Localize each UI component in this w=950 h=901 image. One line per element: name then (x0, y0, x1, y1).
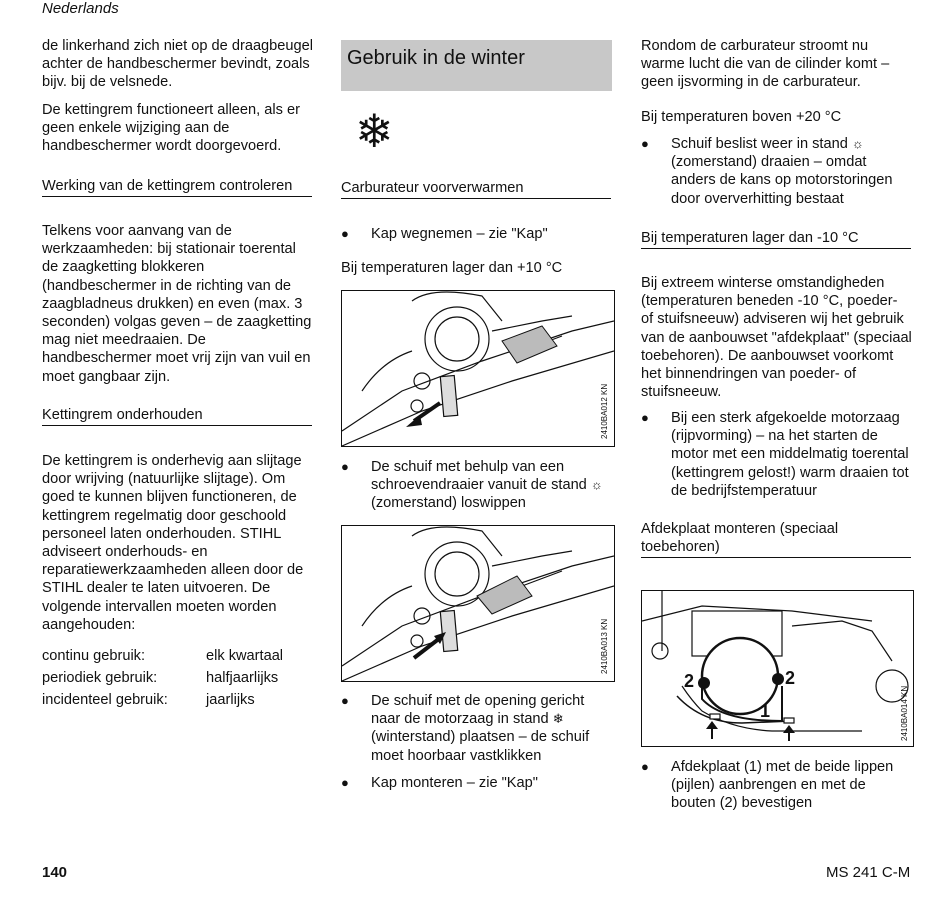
bullet-dot: ● (341, 226, 349, 241)
figure-3-code: 2410BA014 KN (900, 685, 909, 741)
col1-paragraph-1: de linkerhand zich niet op de draagbeugel achter de handbeschermer bevindt, zoals bijv. bij de velsnede. (42, 38, 313, 91)
figure-1-drawing (342, 291, 614, 446)
bullet-dot: ● (641, 410, 649, 425)
interval-label: periodiek gebruik: (42, 670, 158, 686)
heading-kettingrem-onderhouden: Kettingrem onderhouden (42, 406, 312, 426)
heading-kettingrem-controleren: Werking van de kettingrem controleren (42, 177, 312, 197)
bullet-dot: ● (341, 459, 349, 474)
fig3-label-2-left: 2 (684, 671, 695, 691)
heading-carburateur-voorverwarmen: Carburateur voorverwarmen (341, 179, 611, 199)
subheading-lager-dan-10: Bij temperaturen lager dan +10 °C (341, 260, 563, 276)
figure-1-code: 2410BA012 KN (600, 383, 609, 439)
figure-2-code: 2410BA013 KN (600, 618, 609, 674)
interval-row (42, 691, 314, 713)
bullet-dot: ● (641, 759, 649, 774)
bullet-text: Bij een sterk afgekoelde motorzaag (rijpvorming) – na het starten de motor met een middelmatig toerental (kettingrem gelost!) warm draaien tot de bedrijfstemperatuur (671, 410, 909, 499)
bullet-dot: ● (341, 693, 349, 708)
figure-3-drawing (642, 591, 913, 746)
interval-value: jaarlijks (206, 692, 255, 708)
interval-label: continu gebruik: (42, 648, 146, 664)
interval-row (42, 669, 314, 691)
sun-icon: ☼ (851, 136, 864, 151)
figure-slider-summer (341, 290, 615, 447)
figure-2-drawing (342, 526, 614, 681)
col3-paragraph-2: Bij extreem winterse omstandigheden (temperaturen beneden -10 °C, poeder- of stuifsneeuw) adviseren wij het gebruik van de aanbouwset "afdekplaat" (speciaal toebehoren). De aanbouwset voorkomt het binnendringen van poeder- of stuifsneeuw. (641, 275, 912, 401)
language-header: Nederlands (42, 0, 119, 17)
banner-title: Gebruik in de winter (347, 47, 525, 69)
interval-value: elk kwartaal (206, 648, 284, 664)
col1-paragraph-2: De kettingrem functioneert alleen, als er geen enkele wijziging aan de handbeschermer wordt doorgevoerd. (42, 102, 300, 155)
interval-label: incidenteel gebruik: (42, 692, 168, 708)
bullet-text: Kap monteren – zie "Kap" (371, 775, 538, 791)
bullet-text: (zomerstand) loswippen (371, 495, 526, 512)
bullet-text: Kap wegnemen – zie "Kap" (371, 226, 548, 242)
bullet-dot: ● (341, 775, 349, 790)
bullet-text: De schuif met de opening gericht naar de motorzaag in stand (371, 693, 585, 728)
heading-lager-dan-min10: Bij temperaturen lager dan -10 °C (641, 229, 911, 249)
bullet-text: Schuif beslist weer in stand (671, 136, 848, 152)
fig3-label-1: 1 (760, 701, 771, 721)
interval-row (42, 647, 314, 669)
page-number: 140 (42, 864, 68, 881)
col1-paragraph-3: Telkens voor aanvang van de werkzaamheden: bij stationair toerental de zaagketting blokkeren (handbeschermer in de richting van de zaagbladneus drukken) en even (max. 3 seconden) volgas geven – de zaagketting mag niet meedraaien. De handbeschermer moet vrij zijn van vuil en moet gangbaar zijn. (42, 223, 312, 385)
bullet-dot: ● (641, 136, 649, 151)
bullet-text: Afdekplaat (1) met de beide lippen (pijlen) aanbrengen en met de bouten (2) bevestigen (671, 759, 894, 812)
interval-table (42, 647, 314, 713)
bullet-text: (winterstand) plaatsen – de schuif moet hoorbaar vastklikken (371, 729, 590, 764)
bullet-text: De schuif met behulp van een schroevendraaier vanuit de stand (371, 459, 587, 494)
subheading-boven-20: Bij temperaturen boven +20 °C (641, 109, 842, 125)
model-number: MS 241 C-M (826, 864, 911, 881)
interval-value: halfjaarlijks (206, 670, 279, 686)
winter-banner (341, 40, 612, 91)
snowflake-icon: ❄ (355, 105, 394, 157)
figure-slider-winter (341, 525, 615, 682)
bullet-text: (zomerstand) draaien – omdat anders de kans op motorstoringen door oververhitting bestaat (671, 154, 893, 207)
figure-afdekplaat (641, 590, 914, 747)
fig3-label-2-right: 2 (785, 668, 796, 688)
col1-paragraph-4: De kettingrem is onderhevig aan slijtage door wrijving (natuurlijke slijtage). Om goed te kunnen blijven functioneren, de kettingrem regelmatig door geschoold personeel laten onderhouden. STIHL adviseert onderhouds- en reparatiewerkzaamheden alleen door de STIHL dealer te laten uitvoeren. De volgende intervallen moeten worden aangehouden: (42, 453, 304, 633)
snowflake-small-icon: ❄ (552, 711, 564, 727)
heading-afdekplaat-monteren: Afdekplaat monteren (speciaal toebehoren) (641, 520, 911, 558)
col3-paragraph-1: Rondom de carburateur stroomt nu warme lucht die van de cilinder komt – geen ijsvorming in de carburateur. (641, 38, 890, 91)
sun-icon: ☼ (590, 477, 603, 493)
